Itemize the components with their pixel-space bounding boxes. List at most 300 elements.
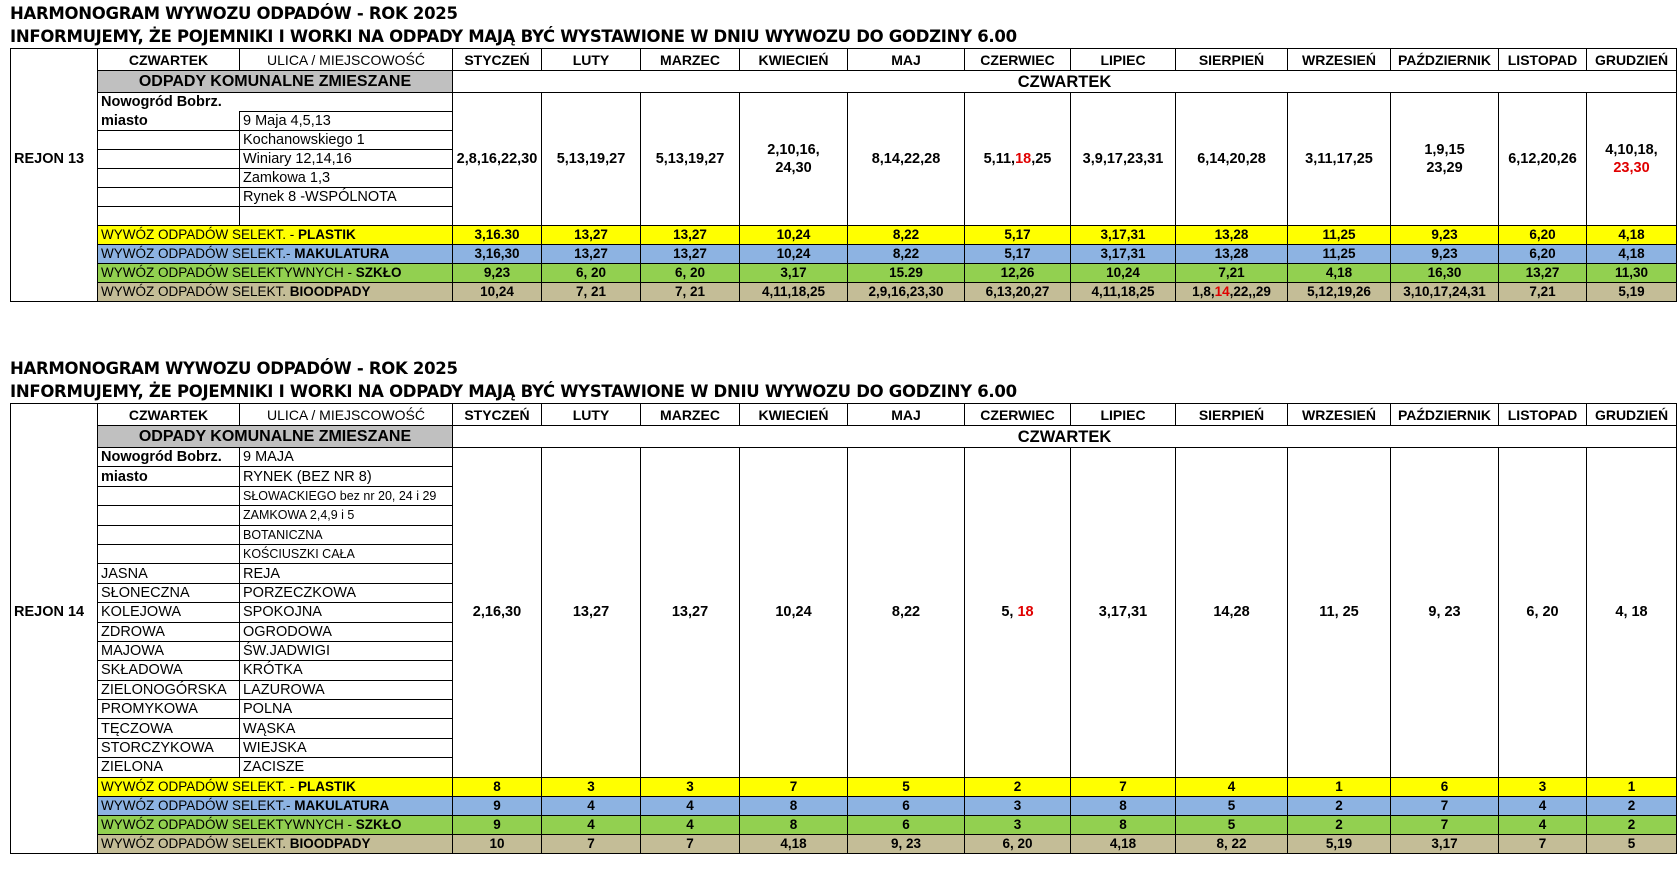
month-header-2: MARZEC	[641, 404, 740, 426]
date-text: 1,8,	[1192, 284, 1215, 299]
date-cell: 7	[740, 777, 848, 796]
street-left-cell	[98, 188, 240, 207]
selective-row-szklo	[11, 815, 1677, 834]
date-text: 10,24	[480, 284, 514, 299]
street-name: Winiary 12,14,16	[240, 150, 453, 169]
date-cell: 8	[1071, 815, 1176, 834]
date-cell: 4	[641, 815, 740, 834]
month-header-9: PAŹDZIERNIK	[1391, 404, 1499, 426]
date-cell: 2	[1288, 815, 1391, 834]
month-header-7: SIERPIEŃ	[1176, 404, 1288, 426]
date-cell	[1587, 448, 1677, 778]
date-cell	[965, 283, 1071, 302]
schedule-table-rejon-13	[10, 48, 1677, 302]
date-text: 7, 21	[674, 284, 706, 299]
date-cell: 6	[848, 815, 965, 834]
date-text: 7, 21	[575, 284, 607, 299]
selective-label-makulatura	[98, 245, 453, 264]
date-cell: 4,18	[1071, 834, 1176, 853]
street-row	[11, 93, 1677, 112]
label-text: WYWÓZ ODPADÓW SELEKT.	[101, 835, 290, 851]
date-cell: 4	[542, 796, 641, 815]
date-cell: 3,16.30	[453, 226, 542, 245]
date-cell	[740, 448, 848, 778]
date-cell	[453, 93, 542, 226]
date-cell	[848, 448, 965, 778]
street-left-cell: KOLEJOWA	[98, 603, 240, 622]
date-cell: 13,28	[1176, 226, 1288, 245]
street-row	[11, 448, 1677, 467]
street-left-cell	[98, 207, 240, 226]
street-name: WIEJSKA	[240, 738, 453, 757]
date-cell: 13,27	[542, 226, 641, 245]
date-cell	[641, 93, 740, 226]
label-category: PLASTIK	[298, 227, 356, 242]
street-name: Kochanowskiego 1	[240, 131, 453, 150]
street-left-cell: Nowogród Bobrz.	[98, 448, 240, 467]
date-cell: 6, 20	[965, 834, 1071, 853]
date-cell: 5	[1176, 796, 1288, 815]
rejon-blank-cell	[11, 834, 98, 853]
date-text: 13,27	[671, 604, 709, 621]
street-name: PORZECZKOWA	[240, 583, 453, 602]
selective-row-makulatura	[11, 796, 1677, 815]
day-column-header: CZWARTEK	[98, 49, 240, 71]
selective-label-szklo	[98, 815, 453, 834]
day-column-header: CZWARTEK	[98, 404, 240, 426]
schedule-section-rejon-13	[10, 2, 1676, 302]
month-header-5: CZERWIEC	[965, 404, 1071, 426]
date-text: 14,28	[1213, 604, 1250, 621]
date-cell: 8	[740, 815, 848, 834]
date-text: 8,22	[891, 604, 921, 621]
street-left-cell: SKŁADOWA	[98, 661, 240, 680]
street-name: ŚW.JADWIGI	[240, 641, 453, 660]
place-type: miasto	[98, 112, 240, 131]
street-left-cell: MAJOWA	[98, 641, 240, 660]
date-text: 11, 25	[1319, 604, 1359, 621]
date-cell	[1288, 283, 1391, 302]
month-header-11: GRUDZIEŃ	[1587, 49, 1677, 71]
date-cell: 6,20	[1499, 245, 1587, 264]
street-left-cell: JASNA	[98, 564, 240, 583]
street-name: LAZUROWA	[240, 680, 453, 699]
date-cell: 4,18	[740, 834, 848, 853]
date-cell: 4	[641, 796, 740, 815]
street-column-header: ULICA / MIEJSCOWOŚĆ	[240, 404, 453, 426]
date-cell: 1	[1288, 777, 1391, 796]
street-name: ZACISZE	[240, 758, 453, 777]
date-text: 10,24	[775, 604, 812, 621]
date-cell	[641, 448, 740, 778]
street-name: ZAMKOWA 2,4,9 i 5	[240, 506, 453, 525]
highlighted-date: 18	[1015, 151, 1032, 167]
place-name: Nowogród Bobrz.	[98, 93, 453, 112]
date-text: 2,9,16,23,30	[868, 284, 944, 299]
rejon-blank-cell	[11, 796, 98, 815]
month-header-6: LIPIEC	[1071, 49, 1176, 71]
date-cell: 5	[1176, 815, 1288, 834]
header-row	[11, 404, 1677, 426]
schedule-title: HARMONOGRAM WYWOZU ODPADÓW - ROK 2025	[10, 359, 458, 378]
date-text: 2,16,30	[472, 604, 522, 621]
date-cell: 3	[641, 777, 740, 796]
month-header-0: STYCZEŃ	[453, 404, 542, 426]
street-name: REJA	[240, 564, 453, 583]
selective-row-plastik	[11, 777, 1677, 796]
date-cell: 11,25	[1288, 245, 1391, 264]
date-text: ,25	[1031, 151, 1052, 167]
date-text: 1,9,15	[1424, 142, 1465, 158]
month-header-9: PAŹDZIERNIK	[1391, 49, 1499, 71]
date-cell	[1499, 448, 1587, 778]
date-cell: 8	[453, 777, 542, 796]
date-cell: 16,30	[1391, 264, 1499, 283]
schedule-section-rejon-14	[10, 357, 1676, 854]
month-header-8: WRZESIEŃ	[1288, 49, 1391, 71]
rejon-blank-cell	[11, 226, 98, 245]
date-cell: 3,17	[1391, 834, 1499, 853]
date-text: 3,11,17,25	[1305, 151, 1373, 167]
selective-label-plastik	[98, 777, 453, 796]
schedule-title: HARMONOGRAM WYWOZU ODPADÓW - ROK 2025	[10, 4, 458, 23]
date-cell	[1288, 93, 1391, 226]
date-cell: 2	[1288, 796, 1391, 815]
highlighted-date: 14	[1214, 284, 1230, 299]
month-header-11: GRUDZIEŃ	[1587, 404, 1677, 426]
day-merged-label: CZWARTEK	[453, 426, 1677, 448]
rejon-blank-cell	[11, 49, 98, 71]
date-cell: 3	[1499, 777, 1587, 796]
date-cell: 4	[1499, 815, 1587, 834]
date-text: 2,8,16,22,30	[456, 151, 538, 167]
highlighted-date: 23,30	[1613, 160, 1650, 176]
street-name: KRÓTKA	[240, 661, 453, 680]
date-cell: 5,17	[965, 226, 1071, 245]
date-cell	[641, 283, 740, 302]
date-cell	[965, 448, 1071, 778]
date-text: 7,21	[1529, 284, 1556, 299]
date-cell	[1391, 93, 1499, 226]
mixed-waste-label: ODPADY KOMUNALNE ZMIESZANE	[98, 71, 453, 93]
date-cell: 2	[1587, 796, 1677, 815]
label-text: WYWÓZ ODPADÓW SELEKT. -	[101, 778, 299, 794]
schedule-notice: INFORMUJEMY, ŻE POJEMNIKI I WORKI NA ODPADY MAJĄ BYĆ WYSTAWIONE W DNIU WYWOZU DO GODZINY 6.00	[10, 382, 1017, 401]
date-cell	[1587, 93, 1677, 226]
street-name: SPOKOJNA	[240, 603, 453, 622]
label-category: SZKŁO	[355, 265, 402, 280]
date-text: 4,11,18,25	[1091, 284, 1155, 299]
date-text: 5,11,	[983, 151, 1016, 167]
selective-row-bio	[11, 283, 1677, 302]
date-cell: 3,17,31	[1071, 226, 1176, 245]
date-text: ,22,,29	[1229, 284, 1271, 299]
date-cell: 4,18	[1288, 264, 1391, 283]
date-cell	[542, 283, 641, 302]
header-row	[11, 49, 1677, 71]
date-cell	[1071, 448, 1176, 778]
label-text: WYWÓZ ODPADÓW SELEKTYWNYCH -	[101, 265, 356, 280]
street-name: BOTANICZNA	[240, 525, 453, 544]
date-cell: 4	[542, 815, 641, 834]
date-cell	[965, 93, 1071, 226]
schedule-notice: INFORMUJEMY, ŻE POJEMNIKI I WORKI NA ODPADY MAJĄ BYĆ WYSTAWIONE W DNIU WYWOZU DO GODZINY 6.00	[10, 27, 1017, 46]
date-cell: 13,27	[641, 226, 740, 245]
date-text: 5,13,19,27	[655, 151, 725, 167]
date-cell: 7	[1391, 796, 1499, 815]
date-cell: 13,27	[641, 245, 740, 264]
date-cell	[1071, 283, 1176, 302]
month-header-3: KWIECIEŃ	[740, 49, 848, 71]
street-name: SŁOWACKIEGO bez nr 20, 24 i 29	[240, 486, 453, 505]
date-text: 6, 20	[1526, 604, 1559, 621]
rejon-blank-cell	[11, 245, 98, 264]
date-text: 3,9,17,23,31	[1082, 151, 1164, 167]
month-header-1: LUTY	[542, 49, 641, 71]
month-header-4: MAJ	[848, 49, 965, 71]
date-cell: 9,23	[1391, 226, 1499, 245]
label-text: WYWÓZ ODPADÓW SELEKT.-	[101, 797, 295, 813]
label-text: WYWÓZ ODPADÓW SELEKTYWNYCH -	[101, 816, 356, 832]
month-header-2: MARZEC	[641, 49, 740, 71]
date-cell: 8,22	[848, 226, 965, 245]
street-name: Rynek 8 -WSPÓLNOTA	[240, 188, 453, 207]
label-category: SZKŁO	[355, 816, 402, 832]
street-left-cell	[98, 131, 240, 150]
selective-label-makulatura	[98, 796, 453, 815]
date-cell: 5,19	[1288, 834, 1391, 853]
date-text: 23,29	[1426, 160, 1463, 176]
date-cell: 11,25	[1288, 226, 1391, 245]
month-header-10: LISTOPAD	[1499, 404, 1587, 426]
date-cell: 11,30	[1587, 264, 1677, 283]
street-left-cell: PROMYKOWA	[98, 700, 240, 719]
month-header-7: SIERPIEŃ	[1176, 49, 1288, 71]
date-cell	[740, 283, 848, 302]
rejon-blank-cell	[11, 264, 98, 283]
label-category: BIOODPADY	[289, 835, 371, 851]
date-cell: 3,17	[740, 264, 848, 283]
date-text: 9, 23	[1428, 604, 1461, 621]
selective-row-szklo	[11, 264, 1677, 283]
date-cell: 9,23	[453, 264, 542, 283]
date-cell: 9	[453, 796, 542, 815]
street-left-cell	[98, 506, 240, 525]
date-cell: 10	[453, 834, 542, 853]
month-header-5: CZERWIEC	[965, 49, 1071, 71]
date-cell	[453, 283, 542, 302]
date-cell: 7	[641, 834, 740, 853]
date-cell: 9,23	[1391, 245, 1499, 264]
date-cell: 9	[453, 815, 542, 834]
date-cell: 10,24	[740, 245, 848, 264]
street-name: POLNA	[240, 700, 453, 719]
date-cell: 3	[965, 815, 1071, 834]
rejon-blank-cell	[11, 777, 98, 796]
label-category: PLASTIK	[298, 778, 356, 794]
date-cell: 7	[1499, 834, 1587, 853]
rejon-blank-cell	[11, 815, 98, 834]
date-cell: 7	[1071, 777, 1176, 796]
street-left-cell	[98, 486, 240, 505]
date-text: 6,13,20,27	[985, 284, 1050, 299]
highlighted-date: 18	[1017, 604, 1034, 621]
date-cell: 13,27	[1499, 264, 1587, 283]
street-name	[240, 207, 453, 226]
mixed-waste-label: ODPADY KOMUNALNE ZMIESZANE	[98, 426, 453, 448]
date-cell: 6, 20	[542, 264, 641, 283]
date-cell: 4,18	[1587, 245, 1677, 264]
street-left-cell	[98, 150, 240, 169]
date-cell: 3	[965, 796, 1071, 815]
date-cell: 15.29	[848, 264, 965, 283]
date-cell: 5,17	[965, 245, 1071, 264]
date-text: 3,17,31	[1098, 604, 1148, 621]
rejon-blank-cell	[11, 426, 98, 448]
schedule-table-rejon-14	[10, 403, 1677, 854]
date-cell: 3,17,31	[1071, 245, 1176, 264]
date-cell: 4	[1176, 777, 1288, 796]
street-name: 9 Maja 4,5,13	[240, 112, 453, 131]
date-text: 13,27	[572, 604, 610, 621]
date-text: 24,30	[775, 160, 812, 176]
subheader-row	[11, 426, 1677, 448]
street-name: OGRODOWA	[240, 622, 453, 641]
selective-label-szklo	[98, 264, 453, 283]
date-text: 6,14,20,28	[1197, 151, 1266, 167]
street-left-cell	[98, 525, 240, 544]
date-cell	[1288, 448, 1391, 778]
street-left-cell: STORCZYKOWA	[98, 738, 240, 757]
label-category: MAKULATURA	[294, 246, 390, 261]
date-cell	[1071, 93, 1176, 226]
date-cell: 2	[965, 777, 1071, 796]
street-name: Zamkowa 1,3	[240, 169, 453, 188]
date-text: 5,12,19,26	[1307, 284, 1371, 299]
date-cell: 2	[1587, 815, 1677, 834]
date-cell: 5	[1587, 834, 1677, 853]
date-cell	[1499, 93, 1587, 226]
date-cell	[1587, 283, 1677, 302]
selective-row-makulatura	[11, 245, 1677, 264]
date-cell	[1391, 283, 1499, 302]
street-name: RYNEK (BEZ NR 8)	[240, 467, 453, 486]
label-category: BIOODPADY	[289, 284, 371, 299]
date-cell: 4,18	[1587, 226, 1677, 245]
selective-label-bio	[98, 834, 453, 853]
date-cell: 6,20	[1499, 226, 1587, 245]
date-text: 4,10,18,	[1605, 142, 1658, 158]
date-text: 8,14,22,28	[871, 151, 941, 167]
date-cell: 13,28	[1176, 245, 1288, 264]
selective-label-plastik	[98, 226, 453, 245]
date-text: 5,19	[1618, 284, 1645, 299]
street-name: 9 MAJA	[240, 448, 453, 467]
rejon-blank-cell	[11, 71, 98, 93]
date-cell: 6	[1391, 777, 1499, 796]
date-cell: 3	[542, 777, 641, 796]
date-cell: 5	[848, 777, 965, 796]
date-cell	[848, 93, 965, 226]
date-text: 4,11,18,25	[761, 284, 826, 299]
month-header-6: LIPIEC	[1071, 404, 1176, 426]
month-header-10: LISTOPAD	[1499, 49, 1587, 71]
date-cell	[453, 448, 542, 778]
month-header-0: STYCZEŃ	[453, 49, 542, 71]
street-name: WĄSKA	[240, 719, 453, 738]
date-cell	[1176, 93, 1288, 226]
date-cell	[740, 93, 848, 226]
date-cell: 6, 20	[641, 264, 740, 283]
month-header-4: MAJ	[848, 404, 965, 426]
rejon-label: REJON 14	[11, 448, 98, 778]
street-left-cell: ZIELONOGÓRSKA	[98, 680, 240, 699]
date-cell: 12,26	[965, 264, 1071, 283]
date-cell: 6	[848, 796, 965, 815]
date-cell: 7	[1391, 815, 1499, 834]
street-left-cell: ZIELONA	[98, 758, 240, 777]
rejon-blank-cell	[11, 283, 98, 302]
date-cell: 8, 22	[1176, 834, 1288, 853]
street-name: KOŚCIUSZKI CAŁA	[240, 544, 453, 563]
date-cell: 8,22	[848, 245, 965, 264]
date-cell: 4	[1499, 796, 1587, 815]
date-cell: 8	[1071, 796, 1176, 815]
date-cell	[1499, 283, 1587, 302]
date-cell: 7	[542, 834, 641, 853]
date-text: 5,	[1001, 604, 1018, 621]
selective-row-plastik	[11, 226, 1677, 245]
date-text: 4, 18	[1615, 604, 1648, 621]
rejon-label: REJON 13	[11, 93, 98, 226]
street-column-header: ULICA / MIEJSCOWOŚĆ	[240, 49, 453, 71]
date-text: 3,10,17,24,31	[1403, 284, 1486, 299]
date-cell: 7,21	[1176, 264, 1288, 283]
date-text: 5,13,19,27	[556, 151, 626, 167]
street-left-cell: miasto	[98, 467, 240, 486]
street-left-cell: TĘCZOWA	[98, 719, 240, 738]
selective-row-bio	[11, 834, 1677, 853]
street-left-cell: SŁONECZNA	[98, 583, 240, 602]
date-cell: 1	[1587, 777, 1677, 796]
date-cell	[848, 283, 965, 302]
street-left-cell: ZDROWA	[98, 622, 240, 641]
selective-label-bio	[98, 283, 453, 302]
month-header-1: LUTY	[542, 404, 641, 426]
label-category: MAKULATURA	[294, 797, 390, 813]
date-cell: 10,24	[1071, 264, 1176, 283]
day-merged-label: CZWARTEK	[453, 71, 1677, 93]
date-cell	[1176, 283, 1288, 302]
street-left-cell	[98, 544, 240, 563]
label-text: WYWÓZ ODPADÓW SELEKT.	[101, 284, 290, 299]
rejon-blank-cell	[11, 404, 98, 426]
street-left-cell	[98, 169, 240, 188]
date-cell	[1176, 448, 1288, 778]
label-text: WYWÓZ ODPADÓW SELEKT.-	[101, 246, 295, 261]
date-text: 6,12,20,26	[1508, 151, 1577, 167]
date-cell	[542, 448, 641, 778]
date-cell: 8	[740, 796, 848, 815]
date-cell	[542, 93, 641, 226]
month-header-3: KWIECIEŃ	[740, 404, 848, 426]
date-cell: 3,16,30	[453, 245, 542, 264]
month-header-8: WRZESIEŃ	[1288, 404, 1391, 426]
date-cell: 9, 23	[848, 834, 965, 853]
date-cell: 10,24	[740, 226, 848, 245]
date-cell	[1391, 448, 1499, 778]
subheader-row	[11, 71, 1677, 93]
